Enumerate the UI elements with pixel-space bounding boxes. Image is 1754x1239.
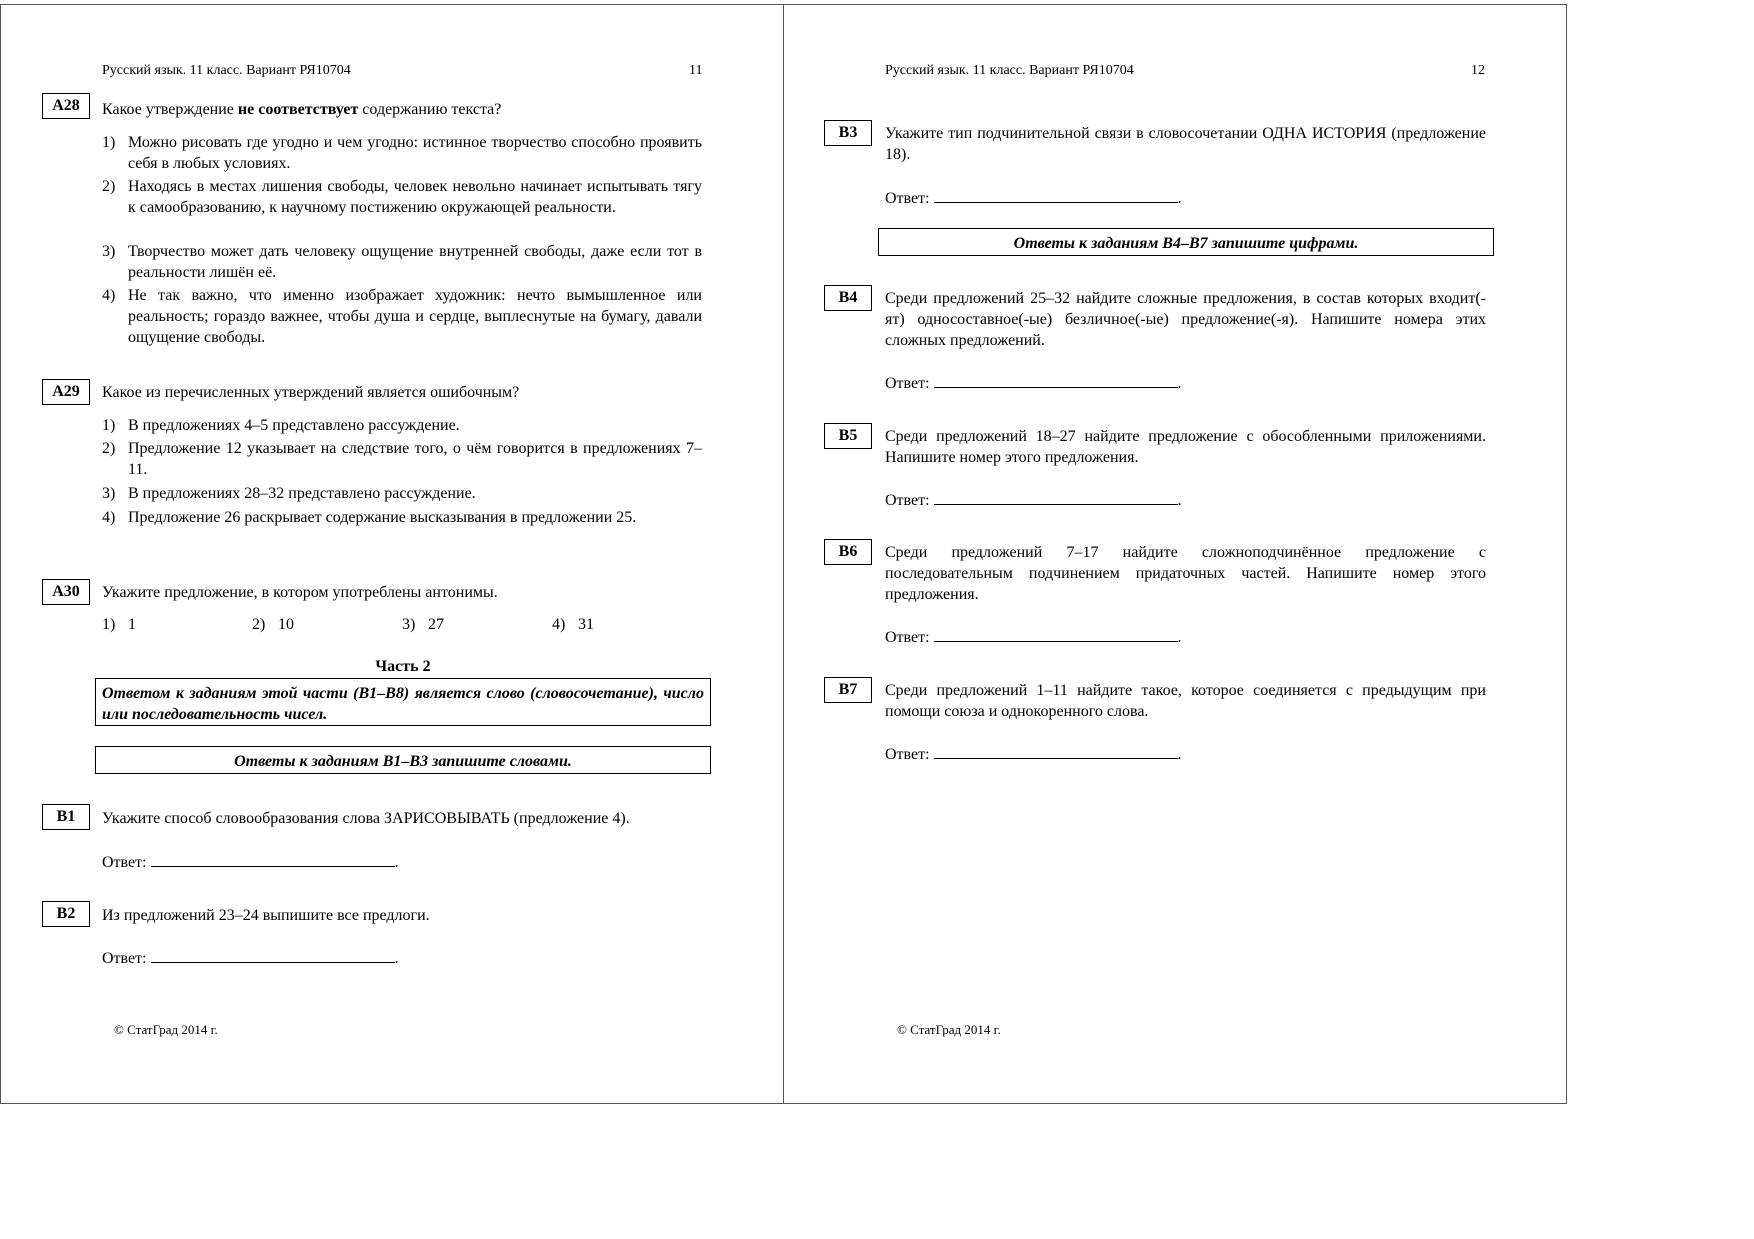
option-a30-4 [552, 614, 692, 635]
option-a28-3 [102, 241, 702, 283]
page-header-title: Русский язык. 11 класс. Вариант РЯ10704 [102, 63, 351, 78]
page-footer: © СтатГрад 2014 г. [897, 1022, 1001, 1037]
option-number: 3) [402, 616, 416, 633]
option-number: 4) [102, 509, 116, 526]
page-header-title: Русский язык. 11 класс. Вариант РЯ10704 [885, 63, 1134, 78]
question-b7: Среди предложений 1–11 найдите такое, которое соединяется с предыдущим при помощи союза и однокоренного слова. [885, 682, 1486, 720]
option-a29-1 [102, 415, 702, 436]
option-a30-1 [102, 614, 242, 635]
question-b2: Из предложений 23–24 выпишите все предлоги. [102, 907, 430, 924]
option-a28-2 [102, 176, 702, 239]
answer-field-b1 [102, 851, 399, 873]
task-label-b4: B4 [824, 285, 872, 311]
option-number: 4) [102, 287, 116, 304]
answer-end: . [1177, 492, 1182, 509]
option-a29-2 [102, 438, 702, 480]
option-number: 2) [102, 178, 116, 195]
question-b4: Среди предложений 25–32 найдите сложные предложения, в состав которых входит(-ят) односоставное(-ые) безличное(-ые) предложение(-я). Напишите номера этих сложных предложений. [885, 290, 1486, 349]
option-text: В предложениях 4–5 представлено рассуждение. [128, 417, 460, 434]
answer-field-b2 [102, 947, 399, 969]
task-label-b6: B6 [824, 539, 872, 565]
question-b3: Укажите тип подчинительной связи в словосочетании ОДНА ИСТОРИЯ (предложение 18). [885, 125, 1486, 163]
option-text: Можно рисовать где угодно и чем угодно: истинное творчество способно проявить себя в любых условиях. [128, 134, 702, 172]
answer-label: Ответ: [885, 375, 930, 392]
task-label-b5: B5 [824, 423, 872, 449]
option-text: Предложение 26 раскрывает содержание высказывания в предложении 25. [128, 509, 637, 526]
page-number: 12 [1471, 63, 1485, 78]
option-text: В предложениях 28–32 представлено рассуждение. [128, 485, 476, 502]
option-number: 1) [102, 616, 116, 633]
option-number: 3) [102, 485, 116, 502]
task-label-b1: B1 [42, 804, 90, 830]
answer-end: . [1177, 375, 1182, 392]
question-a28 [102, 99, 702, 120]
answer-line[interactable] [934, 372, 1178, 388]
task-label-b3: B3 [824, 120, 872, 146]
answer-line[interactable] [151, 947, 395, 963]
part-2-title: Часть 2 [375, 658, 431, 675]
option-number: 4) [552, 616, 566, 633]
part-2-instruction: Ответом к заданиям этой части (В1–В8) является слово (словосочетание), число или последовательность чисел. [95, 678, 711, 726]
question-a29: Какое из перечисленных утверждений является ошибочным? [102, 384, 520, 401]
answer-label: Ответ: [885, 629, 930, 646]
option-text: Находясь в местах лишения свободы, человек невольно начинает испытывать тягу к самообразованию, к научному постижению окружающей реальности. [128, 178, 702, 216]
answer-label: Ответ: [102, 950, 147, 967]
question-b1: Укажите способ словообразования слова ЗАРИСОВЫВАТЬ (предложение 4). [102, 810, 630, 827]
answer-line[interactable] [934, 187, 1178, 203]
option-text: 10 [278, 616, 294, 633]
question-a30: Укажите предложение, в котором употреблены антонимы. [102, 584, 498, 601]
option-a30-3 [402, 614, 542, 635]
b4-b7-instruction: Ответы к заданиям В4–В7 запишите цифрами. [878, 228, 1494, 256]
answer-end: . [1177, 629, 1182, 646]
question-a28-bold: не соответствует [237, 101, 359, 118]
option-text: Предложение 12 указывает на следствие того, о чём говорится в предложениях 7–11. [128, 440, 702, 478]
option-number: 2) [102, 440, 116, 457]
task-label-b2: B2 [42, 901, 90, 927]
answer-label: Ответ: [885, 492, 930, 509]
option-text: Не так важно, что именно изображает художник: нечто вымышленное или реальность; гораздо важнее, чтобы душа и сердце, выплеснутые на бумагу, давали ощущение свободы. [128, 287, 702, 346]
b1-b3-instruction: Ответы к заданиям В1–В3 запишите словами. [95, 746, 711, 774]
right-page [783, 4, 1567, 1104]
option-a28-1 [102, 132, 702, 174]
task-label-a30: A30 [42, 579, 90, 605]
question-b5: Среди предложений 18–27 найдите предложение с обособленными приложениями. Напишите номер этого предложения. [885, 428, 1486, 466]
page-footer: © СтатГрад 2014 г. [114, 1022, 218, 1037]
option-a29-3 [102, 483, 702, 504]
answer-end: . [1177, 746, 1182, 763]
answer-end: . [394, 950, 399, 967]
answer-end: . [394, 854, 399, 871]
option-text: 1 [128, 616, 136, 633]
answer-line[interactable] [151, 851, 395, 867]
question-a28-before: Какое утверждение [102, 101, 238, 118]
option-number: 1) [102, 134, 116, 151]
question-a28-after: содержанию текста? [358, 101, 502, 118]
question-b6: Среди предложений 7–17 найдите сложноподчинённое предложение с последовательным подчинением придаточных частей. Напишите номер этого предложения. [885, 544, 1486, 603]
task-label-b7: B7 [824, 677, 872, 703]
answer-label: Ответ: [885, 190, 930, 207]
option-text: Творчество может дать человеку ощущение внутренней свободы, даже если тот в реальности лишён её. [128, 243, 702, 281]
option-a30-2 [252, 614, 392, 635]
option-a28-4 [102, 285, 702, 348]
option-number: 3) [102, 243, 116, 260]
answer-label: Ответ: [102, 854, 147, 871]
answer-line[interactable] [934, 489, 1178, 505]
answer-line[interactable] [934, 626, 1178, 642]
option-a29-4 [102, 507, 702, 549]
option-text: 27 [428, 616, 444, 633]
task-label-a28: A28 [42, 93, 90, 119]
option-text: 31 [578, 616, 594, 633]
answer-field-b3 [885, 187, 1182, 209]
answer-line[interactable] [934, 743, 1178, 759]
left-page [0, 4, 785, 1104]
answer-field-b6 [885, 626, 1182, 648]
option-number: 1) [102, 417, 116, 434]
answer-field-b5 [885, 489, 1182, 511]
option-number: 2) [252, 616, 266, 633]
page-number: 11 [689, 63, 703, 78]
task-label-a29: A29 [42, 379, 90, 405]
answer-label: Ответ: [885, 746, 930, 763]
answer-field-b7 [885, 743, 1182, 765]
answer-end: . [1177, 190, 1182, 207]
answer-field-b4 [885, 372, 1182, 394]
